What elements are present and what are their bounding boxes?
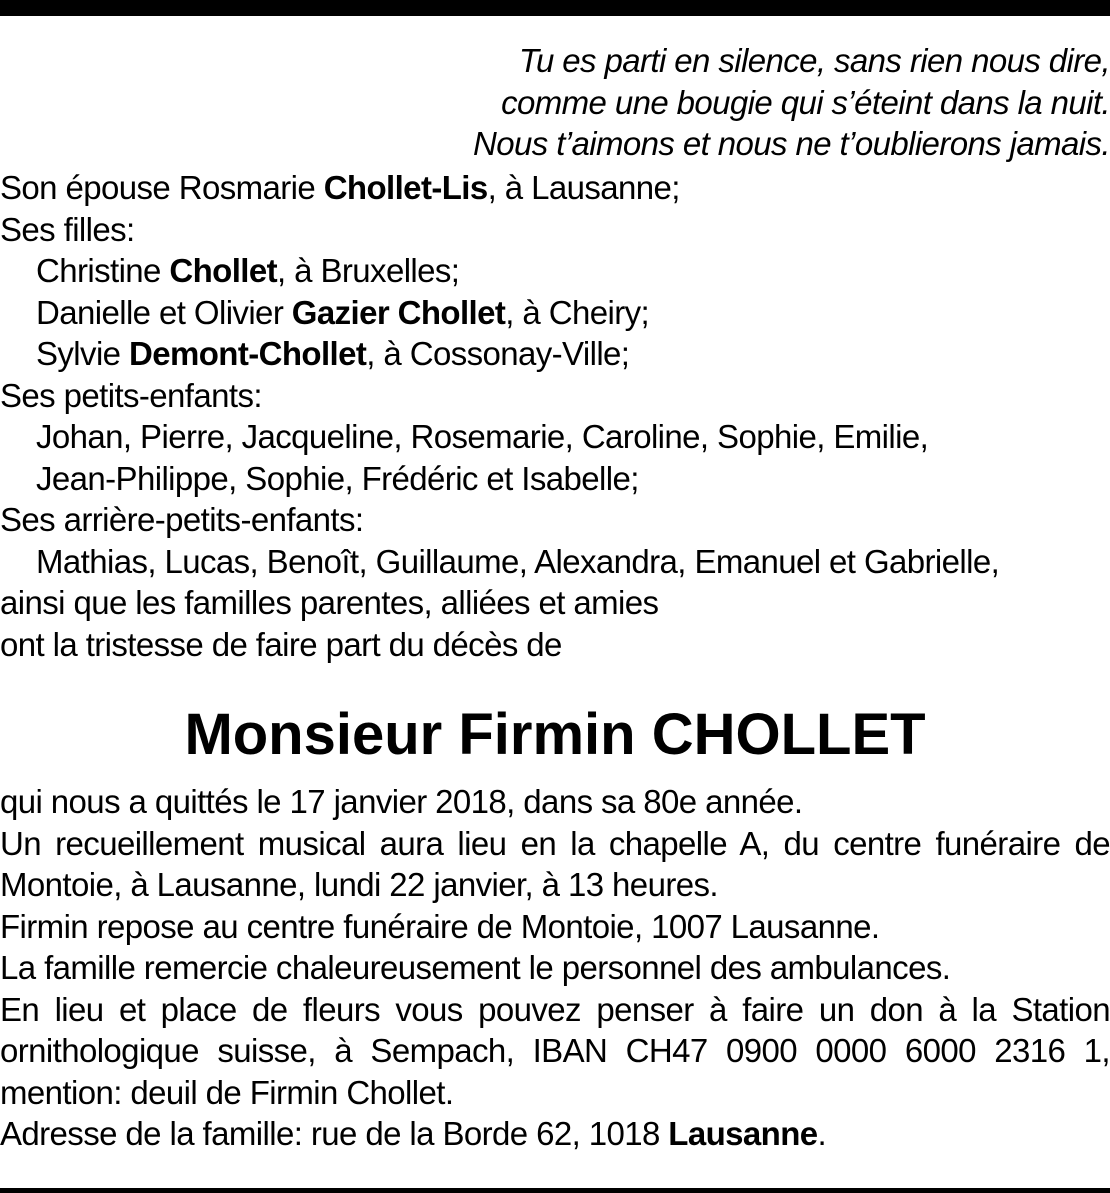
family-address — [0, 1113, 1110, 1155]
resting-details: Firmin repose au centre funéraire de Montoie, 1007 Lausanne. — [0, 907, 880, 945]
grandchildren-line: Jean-Philippe, Sophie, Frédéric et Isabelle; — [36, 459, 639, 497]
grandchildren-heading: Ses petits-enfants: — [0, 376, 262, 414]
daughter-first-name: Christine — [36, 252, 170, 289]
address-city: Lausanne — [668, 1115, 818, 1152]
great-grandchildren-line: Mathias, Lucas, Benoît, Guillaume, Alexandra, Emanuel et Gabrielle, — [36, 542, 1000, 580]
spouse-line — [0, 167, 1110, 209]
daughter-first-name: Danielle et Olivier — [36, 293, 292, 331]
daughter-location: , à Cossonay-Ville; — [366, 335, 630, 372]
daughter-line — [0, 292, 1110, 334]
great-grandchildren-heading: Ses arrière-petits-enfants: — [0, 501, 364, 538]
daughter-surname: Chollet — [169, 252, 278, 289]
poem-line: Tu es parti en silence, sans rien nous dire, — [518, 42, 1110, 79]
spouse-surname: Chollet-Lis — [323, 169, 488, 206]
ceremony-details: Un recueillement musical aura lieu en la chapelle A, du centre funéraire de Montoie, à Lausanne, lundi 22 janvier, à 13 heures. — [0, 824, 1110, 903]
top-rule — [0, 0, 1110, 16]
daughter-line — [0, 333, 1110, 375]
address-end: . — [817, 1115, 827, 1152]
poem-verse — [0, 40, 1110, 167]
daughter-location: , à Bruxelles; — [277, 252, 460, 289]
poem-line: Nous t’aimons et nous ne t’oublierons jamais. — [472, 125, 1110, 162]
grandchildren-line: Johan, Pierre, Jacqueline, Rosemarie, Caroline, Sophie, Emilie, — [36, 418, 929, 455]
donation-details: En lieu et place de fleurs vous pouvez penser à faire un don à la Station ornithologique suisse, à Sempach, IBAN CH47 0900 0000 6000 2316 1, mention: deuil de Firmin Chollet. — [0, 990, 1110, 1111]
bottom-rule — [0, 1188, 1110, 1193]
daughters-heading: Ses filles: — [0, 210, 135, 248]
poem-line: comme une bougie qui s’éteint dans la nuit. — [501, 83, 1110, 121]
daughter-location: , à Cheiry; — [505, 293, 650, 331]
families-line: ainsi que les familles parentes, alliées et amies — [0, 584, 659, 621]
spouse-location: , à Lausanne; — [487, 169, 680, 206]
daughter-first-name: Sylvie — [36, 335, 129, 372]
announcement-line: ont la tristesse de faire part du décès de — [0, 625, 562, 663]
address-text: Adresse de la famille: rue de la Borde 62, 1018 — [0, 1115, 669, 1152]
thanks-line: La famille remercie chaleureusement le personnel des ambulances. — [0, 949, 951, 986]
passing-details: qui nous a quittés le 17 janvier 2018, dans sa 80e année. — [0, 783, 803, 820]
deceased-name: Monsieur Firmin CHOLLET — [184, 702, 926, 767]
daughter-line — [0, 250, 1110, 292]
spouse-text: Son épouse Rosmarie — [0, 169, 324, 206]
daughter-surname: Gazier Chollet — [291, 293, 506, 331]
daughter-surname: Demont-Chollet — [129, 335, 367, 372]
obituary-notice — [0, 40, 1110, 1155]
